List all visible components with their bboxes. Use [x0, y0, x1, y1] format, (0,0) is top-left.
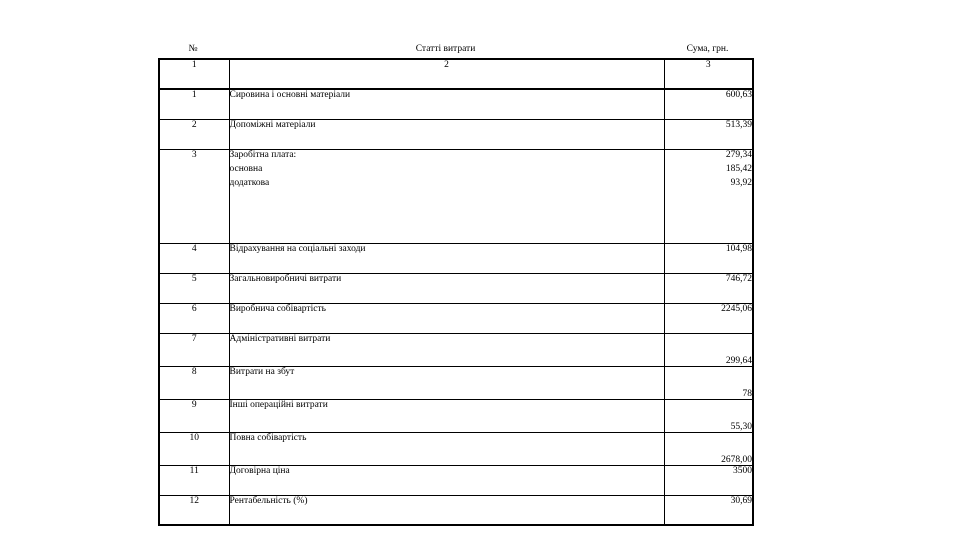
- row-number: 3: [159, 149, 229, 243]
- table-row: [159, 333, 753, 366]
- row-subsum: 93,92: [730, 177, 752, 188]
- row-number: 12: [159, 495, 229, 525]
- row-item: Допоміжні матеріали: [229, 119, 664, 149]
- header-item-name: Статті витрати: [415, 44, 476, 54]
- table-row: [159, 366, 753, 399]
- row-sum: 2678,00: [664, 432, 753, 465]
- row-number: 9: [159, 399, 229, 432]
- cost-table-container: [158, 44, 752, 526]
- table-row: [159, 303, 753, 333]
- header-number: №: [188, 44, 198, 54]
- table-row: [159, 465, 753, 495]
- row-sum: 513,39: [664, 119, 753, 149]
- row-sum: 2245,06: [664, 303, 753, 333]
- table-row: [159, 273, 753, 303]
- table-row: [159, 399, 753, 432]
- colnum-item: 2: [229, 59, 664, 89]
- row-item: [229, 149, 664, 243]
- row-item: Виробнича собівартість: [229, 303, 664, 333]
- row-number: 5: [159, 273, 229, 303]
- row-number: 11: [159, 465, 229, 495]
- table-row: [159, 243, 753, 273]
- row-item-label: Заробітна плата:: [229, 149, 297, 160]
- table-row: [159, 119, 753, 149]
- row-item: Повна собівартість: [229, 432, 664, 465]
- table-row: [159, 495, 753, 525]
- row-subitem: додаткова: [229, 177, 270, 188]
- row-sum: 55,30: [664, 399, 753, 432]
- cost-table: [158, 58, 754, 526]
- row-item: Рентабельність (%): [229, 495, 664, 525]
- row-sum: 746,72: [664, 273, 753, 303]
- row-sum: [664, 149, 753, 243]
- row-sum: 30,69: [664, 495, 753, 525]
- table-row: [159, 432, 753, 465]
- row-item: Витрати на збут: [229, 366, 664, 399]
- row-item: Договірна ціна: [229, 465, 664, 495]
- table-row: [159, 149, 753, 243]
- row-sum: 600,63: [664, 89, 753, 119]
- row-sum: 3500: [664, 465, 753, 495]
- row-sum: 104,98: [664, 243, 753, 273]
- colnum-sum: 3: [664, 59, 753, 89]
- row-subsum: 185,42: [725, 163, 752, 174]
- row-number: 10: [159, 432, 229, 465]
- row-item: Відрахування на соціальні заходи: [229, 243, 664, 273]
- row-item: Загальновиробничі витрати: [229, 273, 664, 303]
- row-subitem: основна: [229, 163, 263, 174]
- row-sum: 299,64: [664, 333, 753, 366]
- row-number: 1: [159, 89, 229, 119]
- row-item: Адміністративні витрати: [229, 333, 664, 366]
- row-number: 2: [159, 119, 229, 149]
- row-number: 4: [159, 243, 229, 273]
- row-number: 6: [159, 303, 229, 333]
- colnum-number: 1: [159, 59, 229, 89]
- row-sum: 78: [664, 366, 753, 399]
- table-header-labels: [158, 44, 752, 58]
- header-sum: Сума, грн.: [686, 44, 729, 54]
- row-sum-value: 279,34: [725, 149, 752, 160]
- row-number: 7: [159, 333, 229, 366]
- table-row: [159, 89, 753, 119]
- column-number-row: [159, 59, 753, 89]
- row-item: Сировина і основні матеріали: [229, 89, 664, 119]
- row-item: Інші операційні витрати: [229, 399, 664, 432]
- row-number: 8: [159, 366, 229, 399]
